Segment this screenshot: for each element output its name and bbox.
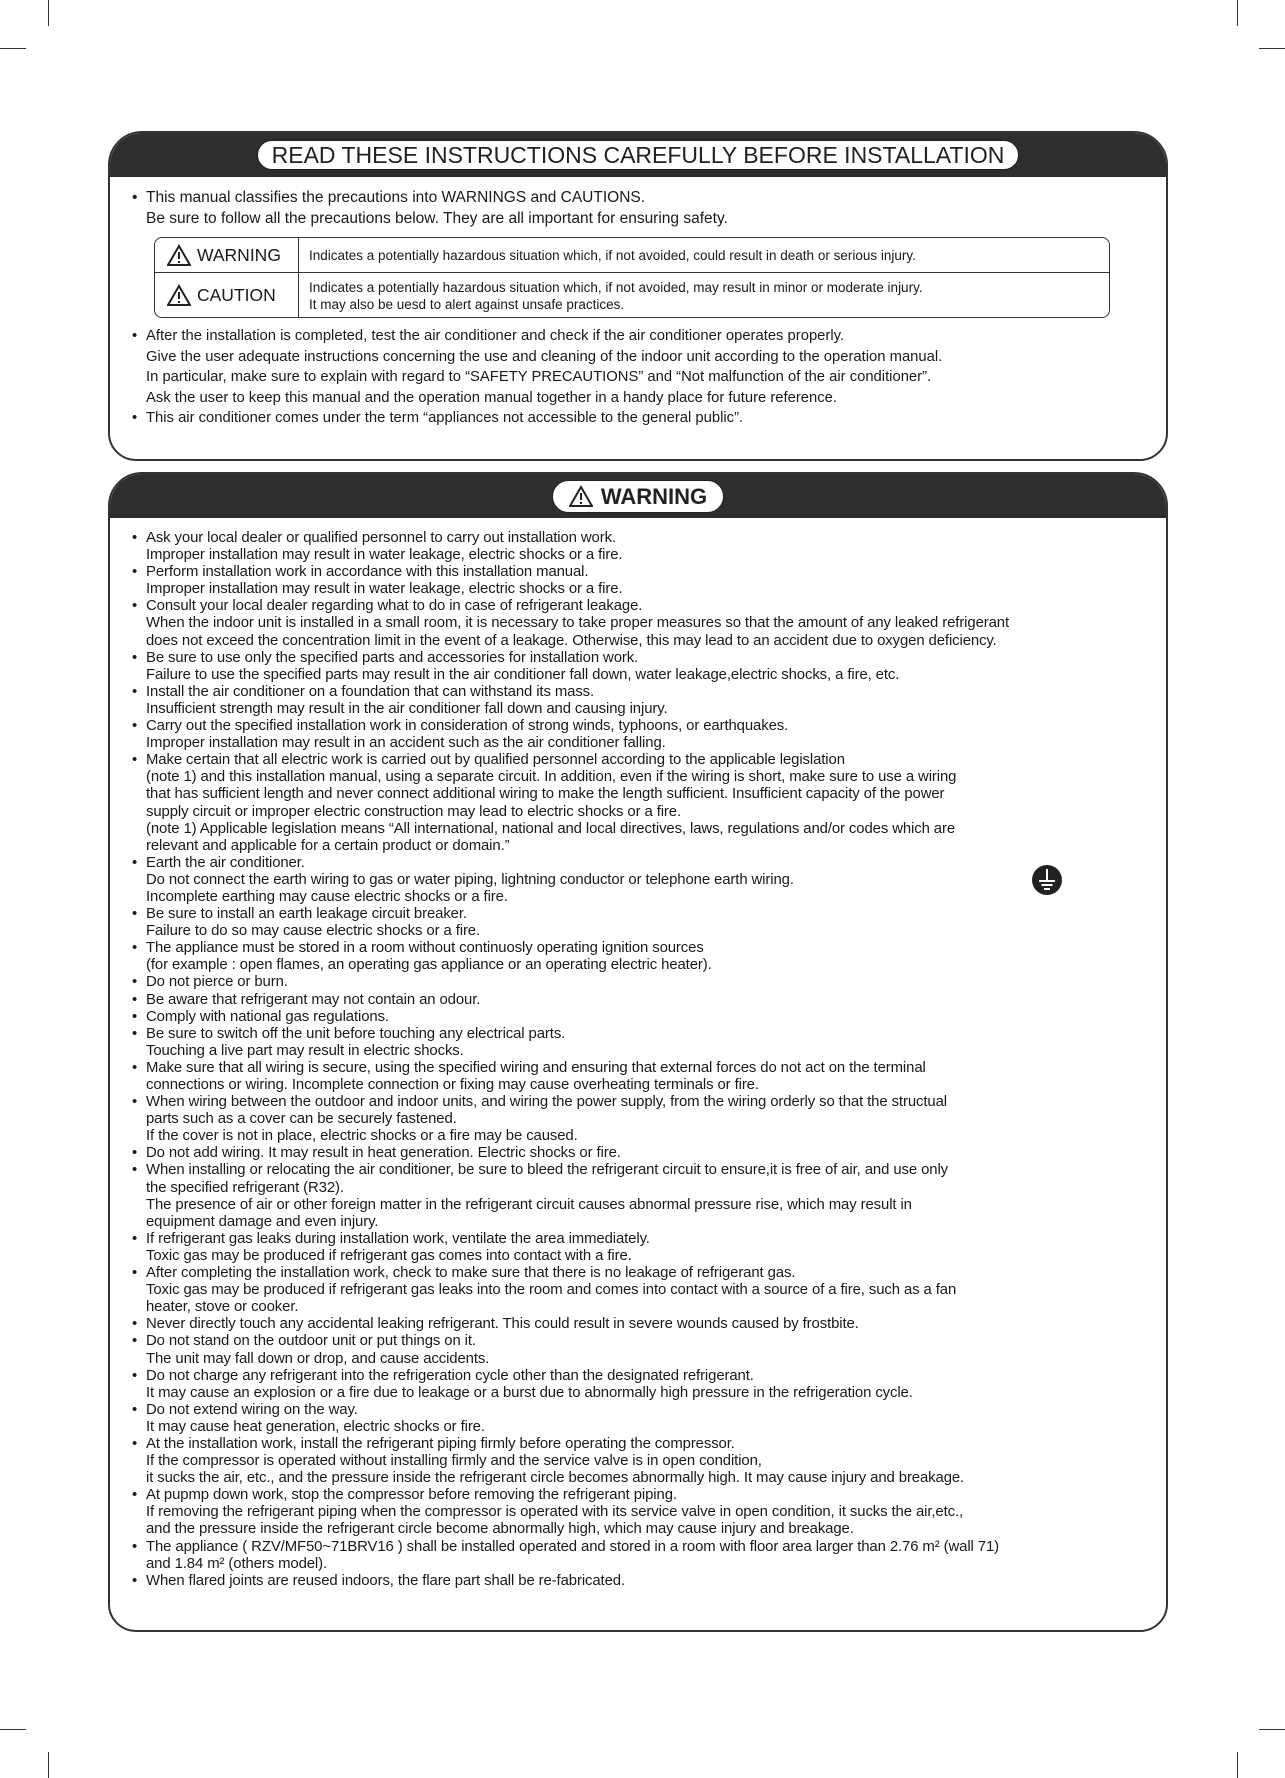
warning-item-detail: The unit may fall down or drop, and cause accidents. bbox=[146, 1350, 490, 1367]
warning-item bbox=[132, 906, 1166, 940]
warning-item-detail: When the indoor unit is installed in a small room, it is necessary to take proper measures so that the amount of any leaked refrigerant bbox=[146, 615, 1010, 632]
warning-item-detail: supply circuit or improper electric construction may lead to electric shocks or a fire. bbox=[146, 803, 682, 820]
bullet-dot: • bbox=[132, 530, 138, 546]
warning-item-title: Consult your local dealer regarding what to do in case of refrigerant leakage. bbox=[146, 598, 643, 615]
bullet-dot: • bbox=[132, 906, 138, 923]
bullet-dot: • bbox=[132, 752, 138, 769]
warning-item-detail: that has sufficient length and never connect additional wiring to make the length sufficient. Insufficient capacity of the power bbox=[146, 786, 945, 803]
warning-item-detail: does not exceed the concentration limit in the event of a leakage. Otherwise, this may lead to an accident due to oxygen deficiency. bbox=[146, 632, 997, 649]
warning-item-title: Be sure to use only the specified parts and accessories for installation work. bbox=[146, 649, 639, 666]
warning-item-detail: Improper installation may result in water leakage, electric shocks or a fire. bbox=[146, 581, 623, 598]
warning-item-detail: Do not connect the earth wiring to gas or water piping, lightning conductor or telephone earth wiring. bbox=[146, 871, 794, 888]
intro-line: This manual classifies the precautions into WARNINGS and CAUTIONS. bbox=[146, 189, 646, 206]
note-line: This air conditioner comes under the term “appliances not accessible to the general public”. bbox=[146, 410, 744, 426]
bullet-dot: • bbox=[132, 1145, 138, 1162]
warning-triangle-icon bbox=[167, 244, 191, 266]
warning-item-detail: Improper installation may result in an accident such as the air conditioner falling. bbox=[146, 735, 666, 752]
crop-mark bbox=[0, 48, 26, 49]
warning-item-title: Do not charge any refrigerant into the refrigeration cycle other than the designated refrigerant. bbox=[146, 1367, 754, 1384]
definitions-table bbox=[154, 237, 1110, 318]
warning-item bbox=[132, 1573, 1166, 1590]
warning-item bbox=[132, 530, 1166, 564]
warning-item bbox=[132, 1539, 1166, 1573]
caution-label: CAUTION bbox=[197, 284, 276, 305]
bullet-dot: • bbox=[132, 1401, 138, 1418]
bullet-dot: • bbox=[132, 1230, 138, 1247]
warning-item bbox=[132, 1368, 1166, 1402]
bullet-dot: • bbox=[132, 1538, 138, 1555]
warning-item bbox=[132, 598, 1166, 649]
warning-item-detail: Incomplete earthing may cause electric shocks or a fire. bbox=[146, 888, 508, 905]
warning-item-title: Be sure to install an earth leakage circuit breaker. bbox=[146, 906, 467, 923]
bullet-dot: • bbox=[132, 718, 138, 735]
bullet-dot: • bbox=[132, 1094, 138, 1111]
warning-item bbox=[132, 1162, 1166, 1230]
warning-definition-row bbox=[155, 238, 1109, 272]
warning-item-title: When installing or relocating the air conditioner, be sure to bleed the refrigerant circuit to ensure,it is free of air, and use only bbox=[146, 1162, 948, 1179]
crop-mark bbox=[1259, 1729, 1285, 1730]
bullet-dot: • bbox=[132, 1367, 138, 1384]
warning-item-title: After completing the installation work, check to make sure that there is no leakage of refrigerant gas. bbox=[146, 1265, 796, 1282]
warning-header-bar bbox=[110, 474, 1166, 518]
warning-item-title: Do not stand on the outdoor unit or put things on it. bbox=[146, 1333, 476, 1350]
warning-item-title: Make certain that all electric work is carried out by qualified personnel according to the applicable legislation bbox=[146, 752, 845, 769]
warning-item-detail: It may cause heat generation, electric shocks or fire. bbox=[146, 1418, 485, 1435]
bullet-dot: • bbox=[132, 1333, 138, 1350]
bullet-dot: • bbox=[132, 1059, 138, 1076]
warning-item-title: Install the air conditioner on a foundation that can withstand its mass. bbox=[146, 683, 595, 700]
warning-item bbox=[132, 684, 1166, 718]
warning-item-title: Do not add wiring. It may result in heat generation. Electric shocks or fire. bbox=[146, 1145, 621, 1162]
warning-item-detail: relevant and applicable for a certain product or domain.” bbox=[146, 837, 510, 854]
warning-item bbox=[132, 1231, 1166, 1265]
warning-item bbox=[132, 718, 1166, 752]
bullet-dot: • bbox=[132, 1572, 138, 1589]
instructions-header-bar bbox=[110, 133, 1166, 177]
warning-item-title: Earth the air conditioner. bbox=[146, 854, 305, 871]
warning-item-title: Be aware that refrigerant may not contain an odour. bbox=[146, 991, 481, 1008]
warning-item-detail: (note 1) and this installation manual, using a separate circuit. In addition, even if the wiring is short, make sure to use a wiring bbox=[146, 769, 957, 786]
warning-item-title: The appliance must be stored in a room without continuosly operating ignition sources bbox=[146, 940, 704, 957]
bullet-dot: • bbox=[132, 1316, 138, 1333]
warning-item-title: At pupmp down work, stop the compressor before removing the refrigerant piping. bbox=[146, 1487, 677, 1504]
warning-triangle-icon bbox=[167, 284, 191, 306]
crop-mark bbox=[1259, 48, 1285, 49]
intro-text: • This manual classifies the precautions into WARNINGS and CAUTIONS. Be sure to follow all the precautions below. They are all important for ensuring safety. bbox=[132, 189, 728, 227]
warning-item-detail: The presence of air or other foreign matter in the refrigerant circuit causes abnormal pressure rise, which may result in bbox=[146, 1196, 912, 1213]
warning-item bbox=[132, 564, 1166, 598]
warning-item-title: Perform installation work in accordance with this installation manual. bbox=[146, 564, 589, 581]
earth-ground-icon bbox=[1031, 864, 1063, 896]
warning-item-detail: Touching a live part may result in electric shocks. bbox=[146, 1042, 464, 1059]
warning-item bbox=[132, 1402, 1166, 1436]
warning-item bbox=[132, 992, 1166, 1009]
crop-mark bbox=[48, 1752, 49, 1778]
bullet-dot: • bbox=[132, 1265, 138, 1282]
warning-item-detail: equipment damage and even injury. bbox=[146, 1213, 379, 1230]
warning-item-detail: (for example : open flames, an operating gas appliance or an operating electric heater). bbox=[146, 957, 712, 974]
warning-item bbox=[132, 974, 1166, 991]
warning-item-title: When wiring between the outdoor and indoor units, and wiring the power supply, from the wiring orderly so that the structual bbox=[146, 1094, 947, 1111]
warning-item-detail: Improper installation may result in water leakage, electric shocks or a fire. bbox=[146, 547, 623, 564]
crop-mark bbox=[0, 1729, 26, 1730]
post-installation-notes: • After the installation is completed, test the air conditioner and check if the air conditioner operates properly. Give the user adequate instructions concerning the use and cleaning of the indoor unit according to the operation manual. In particular, make sure to explain with regard to “SAFETY PRECAUTIONS” and “Not malfunction of the air conditioner”. Ask the user to keep this manual and the operation manual together in a handy place for future reference. • This air conditioner comes under the term “appliances not accessible to the general public”. bbox=[132, 328, 943, 426]
warning-item-title: The appliance ( RZV/MF50~71BRV16 ) shall be installed operated and stored in a room with floor area larger than 2.76 m² (wall 71) bbox=[146, 1538, 1000, 1555]
bullet-dot: • bbox=[132, 1025, 138, 1042]
warning-label: WARNING bbox=[197, 244, 281, 265]
warning-item-detail: Failure to use the specified parts may result in the air conditioner fall down, water leakage,electric shocks, a fire, etc. bbox=[146, 666, 900, 683]
warning-item-title: At the installation work, install the refrigerant piping firmly before operating the compressor. bbox=[146, 1435, 735, 1452]
bullet-dot: • bbox=[132, 1487, 138, 1504]
warning-list bbox=[132, 530, 1166, 1590]
caution-definition: Indicates a potentially hazardous situation which, if not avoided, may result in minor or moderate injury. bbox=[309, 280, 923, 295]
warning-item bbox=[132, 940, 1166, 974]
instructions-title: READ THESE INSTRUCTIONS CAREFULLY BEFORE INSTALLATION bbox=[257, 140, 1020, 170]
caution-definition-row bbox=[155, 272, 1109, 317]
warning-item-title: Ask your local dealer or qualified personnel to carry out installation work. bbox=[146, 530, 616, 546]
warning-item-detail: Toxic gas may be produced if refrigerant gas comes into contact with a fire. bbox=[146, 1247, 632, 1264]
warning-item-detail: heater, stove or cooker. bbox=[146, 1299, 299, 1316]
warning-item bbox=[132, 1026, 1166, 1060]
bullet-dot: • bbox=[132, 940, 138, 957]
warning-triangle-icon bbox=[569, 485, 593, 507]
instructions-panel bbox=[108, 131, 1168, 461]
warning-item-detail: Toxic gas may be produced if refrigerant gas leaks into the room and comes into contact with a source of a fire, such as a fan bbox=[146, 1282, 957, 1299]
warning-item bbox=[132, 855, 1166, 906]
warning-item-detail: Failure to do so may cause electric shocks or a fire. bbox=[146, 923, 481, 940]
bullet-dot: • bbox=[132, 683, 138, 700]
warning-definition: Indicates a potentially hazardous situation which, if not avoided, could result in death or serious injury. bbox=[309, 247, 916, 263]
warning-item-detail: If the cover is not in place, electric shocks or a fire may be caused. bbox=[146, 1128, 578, 1145]
warning-item-detail: If the compressor is operated without installing firmly and the service valve is in open condition, bbox=[146, 1453, 762, 1470]
warning-item bbox=[132, 1487, 1166, 1538]
warning-item-detail: the specified refrigerant (R32). bbox=[146, 1179, 344, 1196]
warning-item-title: When flared joints are reused indoors, the flare part shall be re-fabricated. bbox=[146, 1572, 625, 1589]
warning-item-detail: It may cause an explosion or a fire due to leakage or a burst due to abnormally high pressure in the refrigeration cycle. bbox=[146, 1384, 913, 1401]
warning-item bbox=[132, 1316, 1166, 1333]
bullet-dot: • bbox=[132, 649, 138, 666]
warning-item bbox=[132, 1145, 1166, 1162]
crop-mark bbox=[1237, 1752, 1238, 1778]
bullet-dot: • bbox=[132, 991, 138, 1008]
warning-item-detail: it sucks the air, etc., and the pressure inside the refrigerant circle becomes abnormally high. It may cause injury and breakage. bbox=[146, 1470, 965, 1487]
crop-mark bbox=[48, 0, 49, 26]
warning-item-detail: connections or wiring. Incomplete connection or fixing may cause overheating terminals or fire. bbox=[146, 1077, 759, 1093]
warning-item-title: Do not extend wiring on the way. bbox=[146, 1401, 358, 1418]
warning-item bbox=[132, 1265, 1166, 1316]
warning-item-title: Comply with national gas regulations. bbox=[146, 1008, 389, 1025]
warning-title-text: WARNING bbox=[600, 483, 708, 509]
bullet-dot: • bbox=[132, 854, 138, 871]
bullet-dot: • bbox=[132, 1162, 138, 1179]
bullet-dot: • bbox=[132, 598, 138, 615]
warning-item-title: Make sure that all wiring is secure, using the specified wiring and ensuring that external forces do not act on the terminal bbox=[146, 1059, 926, 1076]
warning-item bbox=[132, 1436, 1166, 1487]
warning-item-detail: and 1.84 m² (others model). bbox=[146, 1555, 328, 1572]
warning-item-detail: Insufficient strength may result in the air conditioner fall down and causing injury. bbox=[146, 700, 668, 717]
warning-panel bbox=[108, 472, 1168, 1632]
intro-line: Be sure to follow all the precautions below. They are all important for ensuring safety. bbox=[146, 210, 728, 227]
bullet-dot: • bbox=[132, 1435, 138, 1452]
warning-item-detail: If removing the refrigerant piping when the compressor is operated with its service valve in open condition, it sucks the air,etc., bbox=[146, 1504, 964, 1521]
warning-item-title: If refrigerant gas leaks during installation work, ventilate the area immediately. bbox=[146, 1230, 650, 1247]
note-line: In particular, make sure to explain with regard to “SAFETY PRECAUTIONS” and “Not malfunction of the air conditioner”. bbox=[146, 369, 932, 385]
warning-item bbox=[132, 1060, 1166, 1094]
warning-title bbox=[552, 480, 724, 513]
warning-item bbox=[132, 1094, 1166, 1145]
note-line: Give the user adequate instructions concerning the use and cleaning of the indoor unit according to the operation manual. bbox=[146, 348, 943, 365]
warning-item bbox=[132, 1333, 1166, 1367]
bullet-dot: • bbox=[132, 564, 138, 581]
bullet-dot: • bbox=[132, 974, 138, 991]
bullet-dot: • bbox=[132, 1008, 138, 1025]
warning-item bbox=[132, 1009, 1166, 1026]
crop-mark bbox=[1237, 0, 1238, 26]
warning-item bbox=[132, 752, 1166, 855]
note-line: Ask the user to keep this manual and the operation manual together in a handy place for future reference. bbox=[146, 389, 837, 406]
caution-definition: It may also be uesd to alert against unsafe practices. bbox=[309, 297, 625, 312]
warning-item-title: Do not pierce or burn. bbox=[146, 974, 288, 991]
warning-item-detail: and the pressure inside the refrigerant circle become abnormally high, which may cause injury and breakage. bbox=[146, 1521, 854, 1538]
warning-item-title: Be sure to switch off the unit before touching any electrical parts. bbox=[146, 1025, 566, 1042]
warning-item-detail: parts such as a cover can be securely fastened. bbox=[146, 1111, 457, 1128]
warning-item-detail: (note 1) Applicable legislation means “All international, national and local directives, laws, regulations and/or codes which are bbox=[146, 820, 956, 837]
warning-item-title: Carry out the specified installation work in consideration of strong winds, typhoons, or earthquakes. bbox=[146, 718, 789, 735]
warning-item-title: Never directly touch any accidental leaking refrigerant. This could result in severe wounds caused by frostbite. bbox=[146, 1316, 859, 1333]
note-line: After the installation is completed, test the air conditioner and check if the air conditioner operates properly. bbox=[146, 328, 845, 344]
warning-item bbox=[132, 650, 1166, 684]
